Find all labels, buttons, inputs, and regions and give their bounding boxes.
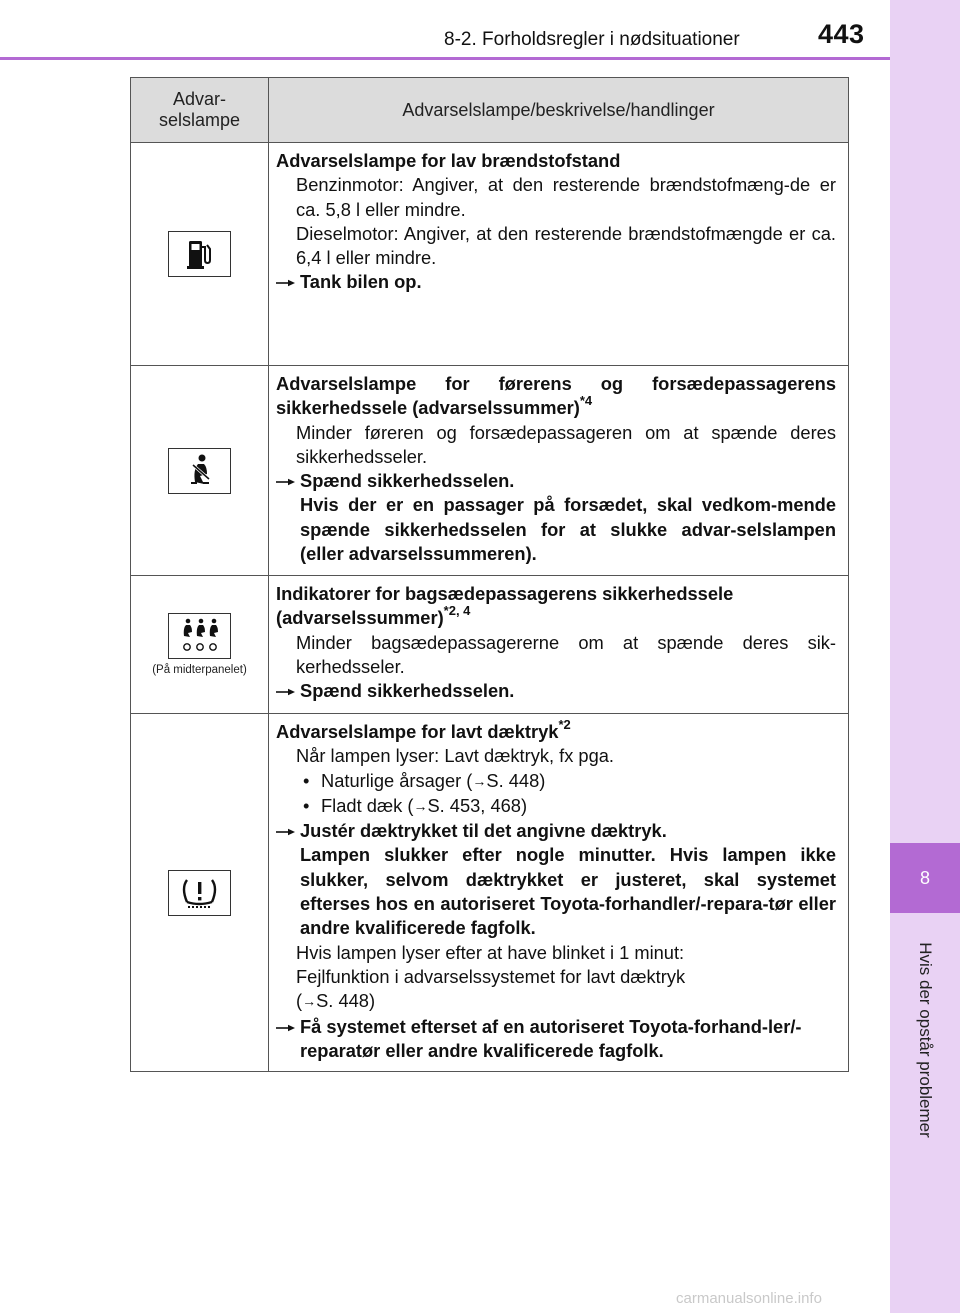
description-cell: [269, 143, 849, 366]
column-header-lamp: Advar- selslampe: [131, 78, 269, 143]
description-cell: [269, 366, 849, 576]
arrow-right-icon: [276, 1015, 300, 1064]
action-item: [276, 469, 836, 566]
action-text: Få systemet efterset af en autoriseret Toyota-forhand-ler/-reparatør eller andre kvalificerede fagfolk.: [300, 1015, 802, 1061]
reference-arrow-icon: →: [472, 772, 487, 789]
description-line: Minder føreren og forsædepassageren om at spænde deres sikkerhedsseler.: [296, 421, 836, 467]
description-line: (→S. 448): [276, 989, 836, 1014]
footnote-mark: *4: [579, 393, 593, 409]
lamp-cell: [131, 576, 269, 714]
action-detail: Lampen slukker efter nogle minutter. Hvis lampen ikke slukker, selvom dæktrykket er justeret, skal systemet efterses hos en autoriseret Toyota-forhandler/-repara-tør eller andre kvalificerede fagfolk.: [300, 844, 836, 939]
reference-arrow-icon: →: [302, 993, 317, 1010]
lamp-title: Indikatorer for bagsædepassagerens sikkerhedssele (advarselssummer)$^{*2, 4}$: [276, 583, 734, 629]
table-row: [131, 576, 849, 714]
table-header-row: [131, 78, 849, 143]
arrow-right-icon: [276, 679, 300, 703]
header-divider: [0, 57, 890, 60]
page-reference-link[interactable]: S. 448): [316, 990, 376, 1012]
action-text: Justér dæktrykket til det angivne dæktryk.: [300, 820, 667, 842]
section-title: 8-2. Forholdsregler i nødsituationer: [444, 29, 740, 50]
lamp-title: Advarselslampe for lavt dæktryk$^{*2}$: [276, 717, 571, 742]
action-detail: Hvis der er en passager på forsædet, skal vedkom-mende spænde sikkerhedsselen for at slukke advar-selslampen (eller advarselssummeren).: [300, 494, 836, 565]
seatbelt-icon: [168, 448, 231, 494]
lamp-cell: [131, 143, 269, 366]
chapter-label: Hvis der opstår problemer: [916, 942, 935, 1138]
description-cell: [269, 576, 849, 714]
lamp-title: Advarselslampe for førerens og forsædepassagerens sikkerhedssele (advarselssummer)$^{*4}$: [276, 373, 836, 419]
description-cell: [269, 714, 849, 1072]
description-line: Benzinmotor: Angiver, at den resterende brændstofmæng-de er ca. 5,8 l eller mindre.: [296, 174, 836, 220]
action-item: [276, 1015, 836, 1064]
lamp-caption: (På midterpanelet): [152, 664, 247, 676]
lamp-cell: [131, 714, 269, 1072]
chapter-tab[interactable]: [890, 843, 960, 913]
footnote-mark: *2: [558, 717, 571, 732]
page-reference-link[interactable]: S. 448): [486, 769, 546, 791]
description-line: Hvis lampen lyser efter at have blinket i 1 minut:: [296, 941, 685, 963]
fuel-pump-icon: [168, 231, 231, 277]
column-header-description: Advarselslampe/beskrivelse/handlinger: [269, 78, 849, 143]
table-row: [131, 143, 849, 366]
page-reference-link[interactable]: S. 453, 468): [427, 794, 528, 816]
description-line: Når lampen lyser: Lavt dæktryk, fx pga.: [296, 745, 615, 767]
action-item: [276, 679, 836, 703]
lamp-cell: [131, 366, 269, 576]
lamp-title: Advarselslampe for lav brændstofstand: [276, 150, 621, 171]
warning-lamp-table: [130, 77, 849, 1072]
footnote-mark: *2, 4: [443, 603, 471, 619]
description-line: Minder bagsædepassagererne om at spænde deres sik-kerhedsseler.: [296, 631, 836, 677]
table-row: [131, 366, 849, 576]
rear-seatbelt-indicator-icon: [168, 613, 231, 659]
watermark: carmanualsonline.info: [676, 1290, 822, 1307]
action-text: Tank bilen op.: [300, 271, 422, 293]
table-row: [131, 714, 849, 1072]
arrow-right-icon: [276, 469, 300, 566]
action-text: Spænd sikkerhedsselen.: [300, 680, 515, 702]
chapter-number: 8: [919, 867, 930, 888]
tire-pressure-icon: [168, 870, 231, 916]
action-item: [276, 270, 836, 294]
arrow-right-icon: [276, 819, 300, 940]
action-item: [276, 819, 836, 940]
description-line: Dieselmotor: Angiver, at den resterende brændstofmængde er ca. 6,4 l eller mindre.: [296, 222, 836, 269]
reference-arrow-icon: →: [413, 797, 428, 814]
arrow-right-icon: [276, 270, 300, 294]
action-text: Spænd sikkerhedsselen.: [300, 470, 515, 492]
list-item: • Naturlige årsager (→S. 448): [276, 769, 836, 794]
list-item: • Fladt dæk (→S. 453, 468): [276, 794, 836, 819]
page-number: 443: [818, 19, 865, 49]
description-line: Fejlfunktion i advarselssystemet for lavt dæktryk: [296, 965, 686, 987]
